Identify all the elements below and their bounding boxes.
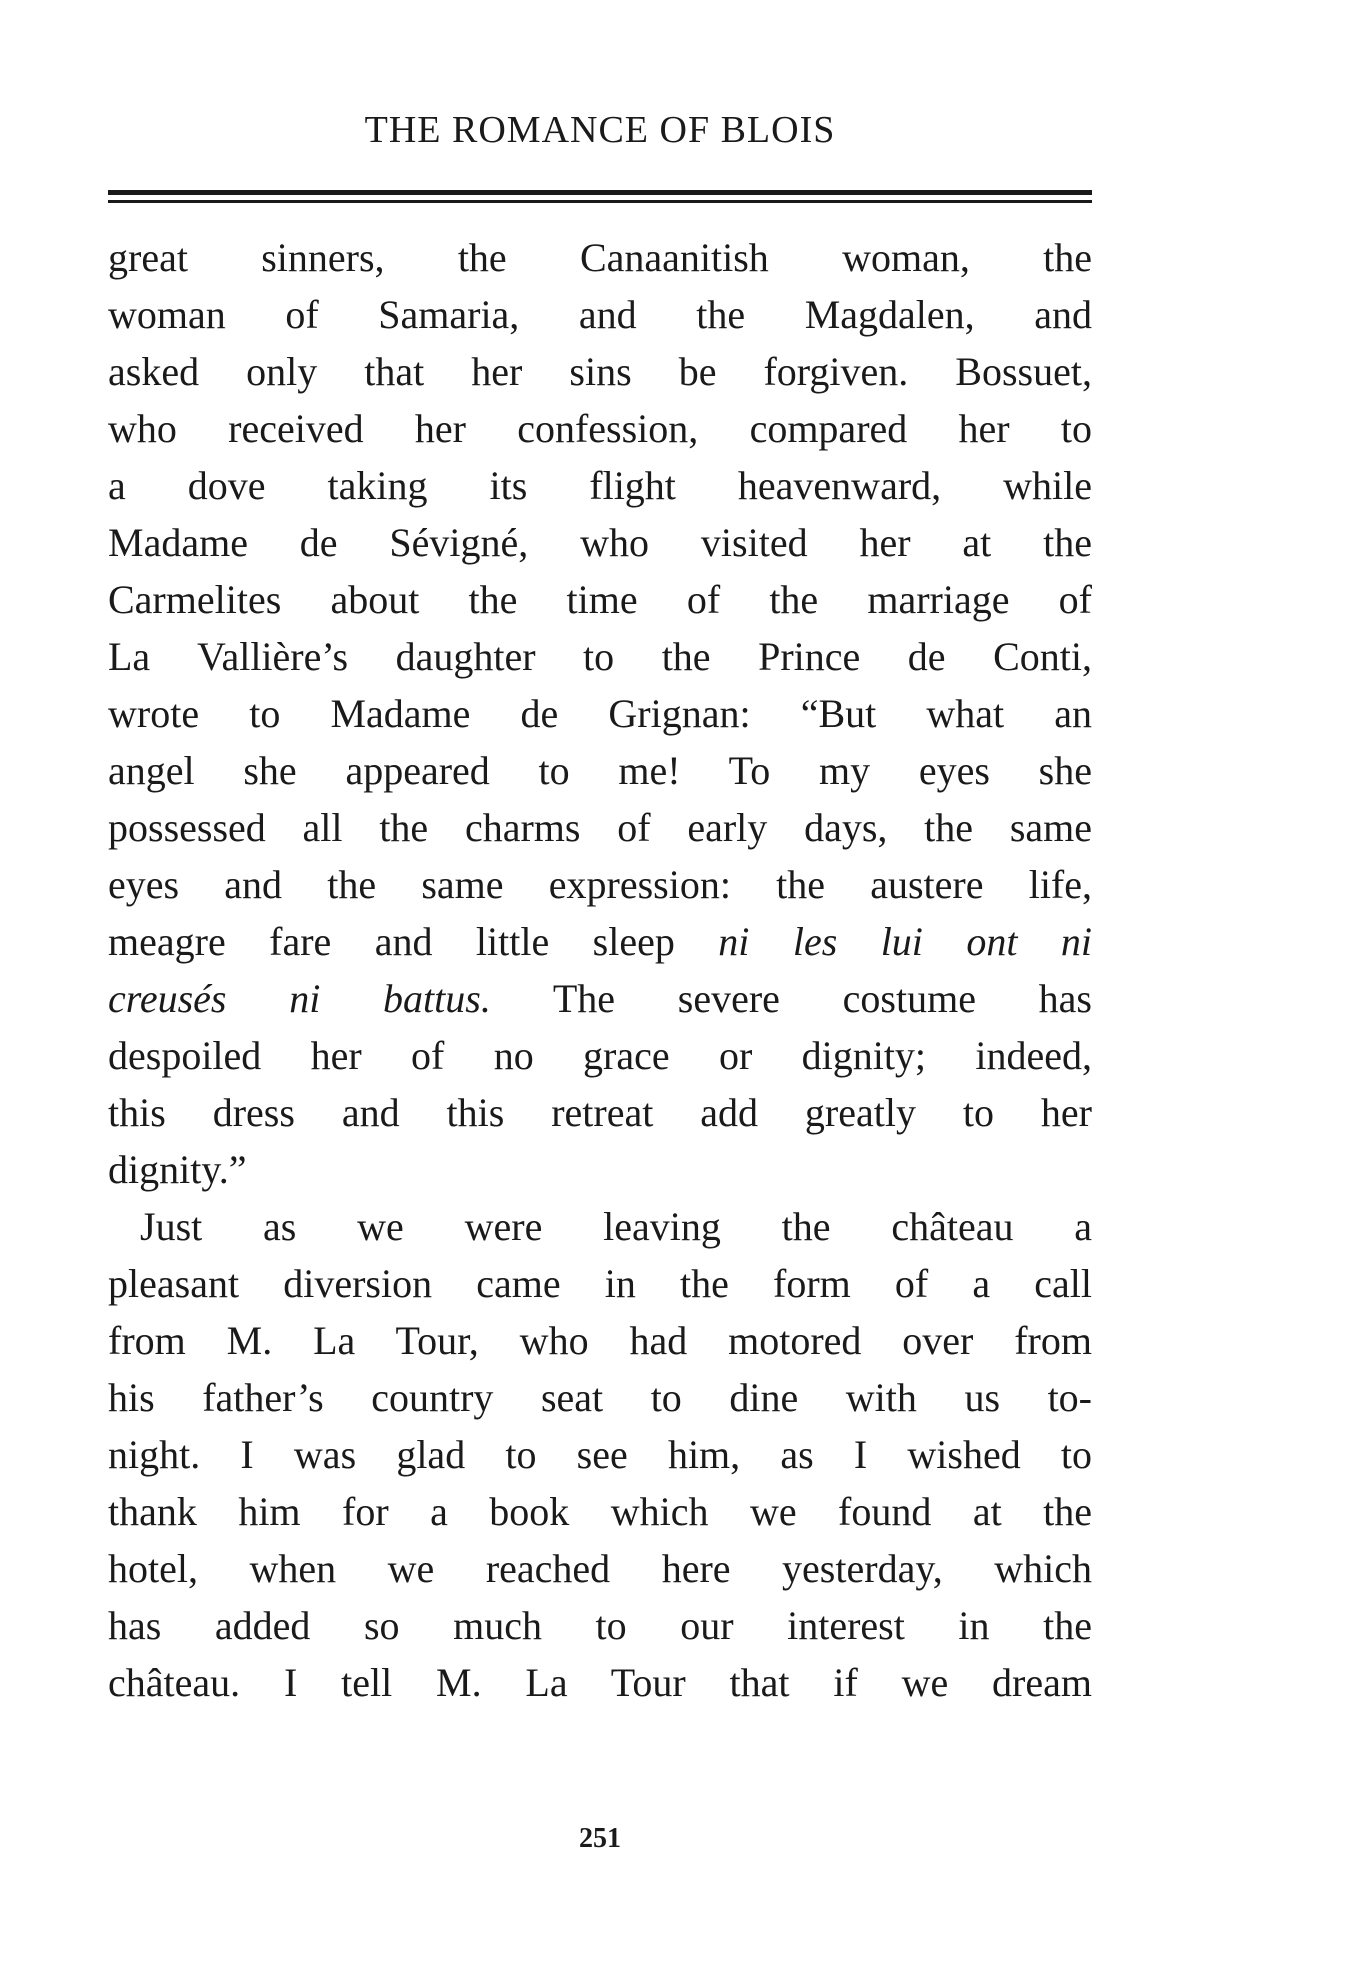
text-line: hotel, when we reached here yesterday, which (108, 1546, 1092, 1591)
text-line: possessed all the charms of early days, the same (108, 805, 1092, 850)
italic-phrase: ni les lui ont ni (718, 919, 1093, 964)
text-line: this dress and this retreat add greatly to her (108, 1090, 1092, 1135)
text-line: angel she appeared to me! To my eyes she (108, 748, 1092, 793)
text-line: has added so much to our interest in the (108, 1603, 1092, 1648)
text-line: great sinners, the Canaanitish woman, the (108, 235, 1092, 280)
text-line: wrote to Madame de Grignan: “But what an (108, 691, 1092, 736)
text-line: who received her confession, compared her to (108, 406, 1092, 451)
text-line: despoiled her of no grace or dignity; indeed, (108, 1033, 1092, 1078)
header-rule-thick (108, 190, 1092, 195)
text-line: eyes and the same expression: the austere life, (108, 862, 1092, 907)
text-line: night. I was glad to see him, as I wished to (108, 1432, 1092, 1477)
text-line: Carmelites about the time of the marriage of (108, 577, 1092, 622)
text-line: a dove taking its flight heavenward, while (108, 463, 1092, 508)
running-head: THE ROMANCE OF BLOIS (364, 109, 836, 151)
italic-phrase: creusés ni battus. (108, 976, 491, 1021)
text-line: his father’s country seat to dine with us to- (108, 1375, 1092, 1420)
text-line: asked only that her sins be forgiven. Bossuet, (108, 349, 1092, 394)
text-line: Madame de Sévigné, who visited her at the (108, 520, 1092, 565)
text-line: château. I tell M. La Tour that if we dream (108, 1660, 1092, 1705)
paragraph-end-line: dignity.” (108, 1147, 247, 1192)
paragraph-start-line: Just as we were leaving the château a (140, 1204, 1092, 1249)
body-text (108, 229, 1092, 1711)
text-line: meagre fare and little sleep ni les lui ont ni (108, 919, 1093, 964)
text-line: pleasant diversion came in the form of a call (108, 1261, 1092, 1306)
header-rule-thin (108, 200, 1092, 203)
text-line: from M. La Tour, who had motored over from (108, 1318, 1092, 1363)
text-line: La Vallière’s daughter to the Prince de Conti, (108, 634, 1092, 679)
page-number: 251 (579, 1823, 621, 1854)
text-line: thank him for a book which we found at the (108, 1489, 1092, 1534)
text-line: creusés ni battus. The severe costume has (108, 976, 1092, 1021)
text-line: woman of Samaria, and the Magdalen, and (108, 292, 1092, 337)
